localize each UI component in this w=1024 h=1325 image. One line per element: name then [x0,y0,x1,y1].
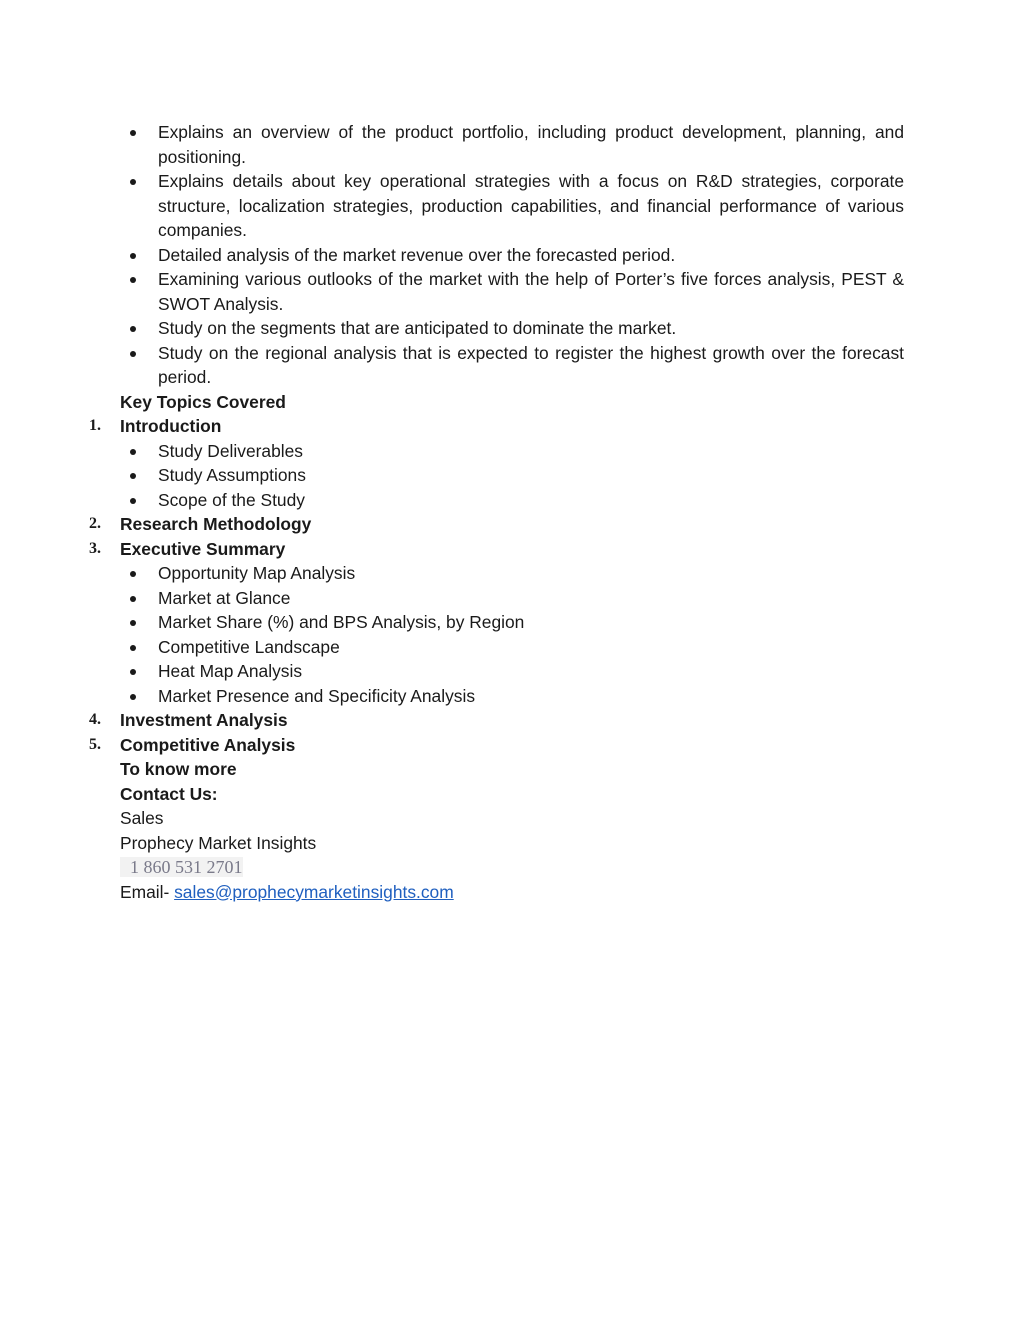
section-item [0,610,904,635]
section-number: 1. [89,417,101,434]
section-item [0,586,904,611]
bullet-dot-icon [130,596,136,602]
section-item [0,684,904,709]
intro-bullet [0,267,904,316]
bullet-dot-icon [130,326,136,332]
intro-bullet [0,316,904,341]
email-link[interactable]: sales@prophecymarketinsights.com [174,881,454,902]
section-number: 4. [89,711,101,728]
item-text: Market Share (%) and BPS Analysis, by Region [158,612,525,632]
contact-email-row [0,880,1024,905]
item-text: Market Presence and Specificity Analysis [158,685,476,706]
section-number: 5. [89,735,101,753]
section-title: Executive Summary [120,538,286,559]
item-text: Opportunity Map Analysis [158,563,356,583]
item-text: Market at Glance [158,587,291,608]
section-number: 2. [89,515,101,532]
bullet-dot-icon [130,645,136,651]
section-heading [0,708,1024,733]
section-heading [0,537,1024,562]
contact-company: Prophecy Market Insights [120,832,317,853]
item-text: Study Deliverables [158,440,303,461]
section-heading [0,733,1024,758]
bullet-text: Explains details about key operational strategies with a focus on R&D strategies, corporate structure, localization strategies, production capabilities, and financial performance of various companies. [158,171,904,240]
contact-phone[interactable]: 1 860 531 2701 [120,857,243,877]
section-heading [0,414,1024,439]
bullet-text: Study on the segments that are anticipated to dominate the market. [158,318,677,338]
bullet-dot-icon [130,130,136,136]
bullet-text: Detailed analysis of the market revenue over the forecasted period. [158,244,676,265]
contact-us-heading: Contact Us: [120,783,218,804]
bullet-text: Explains an overview of the product portfolio, including product development, planning, and positioning. [158,122,904,167]
bullet-dot-icon [130,449,136,455]
section-item [0,439,904,464]
section-title: Introduction [120,416,222,436]
intro-bullet [0,169,904,243]
section-item [0,635,904,660]
email-label: Email- [120,881,175,902]
section-item [0,659,904,684]
intro-bullet [0,120,904,169]
bullet-dot-icon [130,694,136,700]
intro-bullet [0,341,904,390]
intro-bullet [0,243,904,268]
bullet-dot-icon [130,351,136,357]
bullet-text: Study on the regional analysis that is expected to register the highest growth over the forecast period. [158,342,904,387]
bullet-text: Examining various outlooks of the market with the help of Porter’s five forces analysis, PEST & SWOT Analysis. [158,269,904,314]
section-title: Investment Analysis [120,710,288,730]
contact-dept: Sales [120,808,164,828]
bullet-dot-icon [130,669,136,675]
section-title: Research Methodology [120,514,312,534]
bullet-dot-icon [130,277,136,283]
bullet-dot-icon [130,498,136,504]
item-text: Scope of the Study [158,489,305,510]
bullet-dot-icon [130,253,136,259]
item-text: Competitive Landscape [158,636,340,657]
bullet-dot-icon [130,620,136,626]
section-item [0,488,904,513]
section-heading [0,512,1024,537]
item-text: Study Assumptions [158,465,306,485]
section-number: 3. [89,539,101,557]
section-item [0,463,904,488]
bullet-dot-icon [130,571,136,577]
key-topics-heading: Key Topics Covered [120,391,286,412]
section-item [0,561,904,586]
bullet-dot-icon [130,473,136,479]
know-more-heading: To know more [120,759,237,779]
bullet-dot-icon [130,179,136,185]
document-page [0,120,1024,904]
item-text: Heat Map Analysis [158,661,303,681]
section-title: Competitive Analysis [120,734,296,755]
contact-phone-row [0,855,1024,880]
